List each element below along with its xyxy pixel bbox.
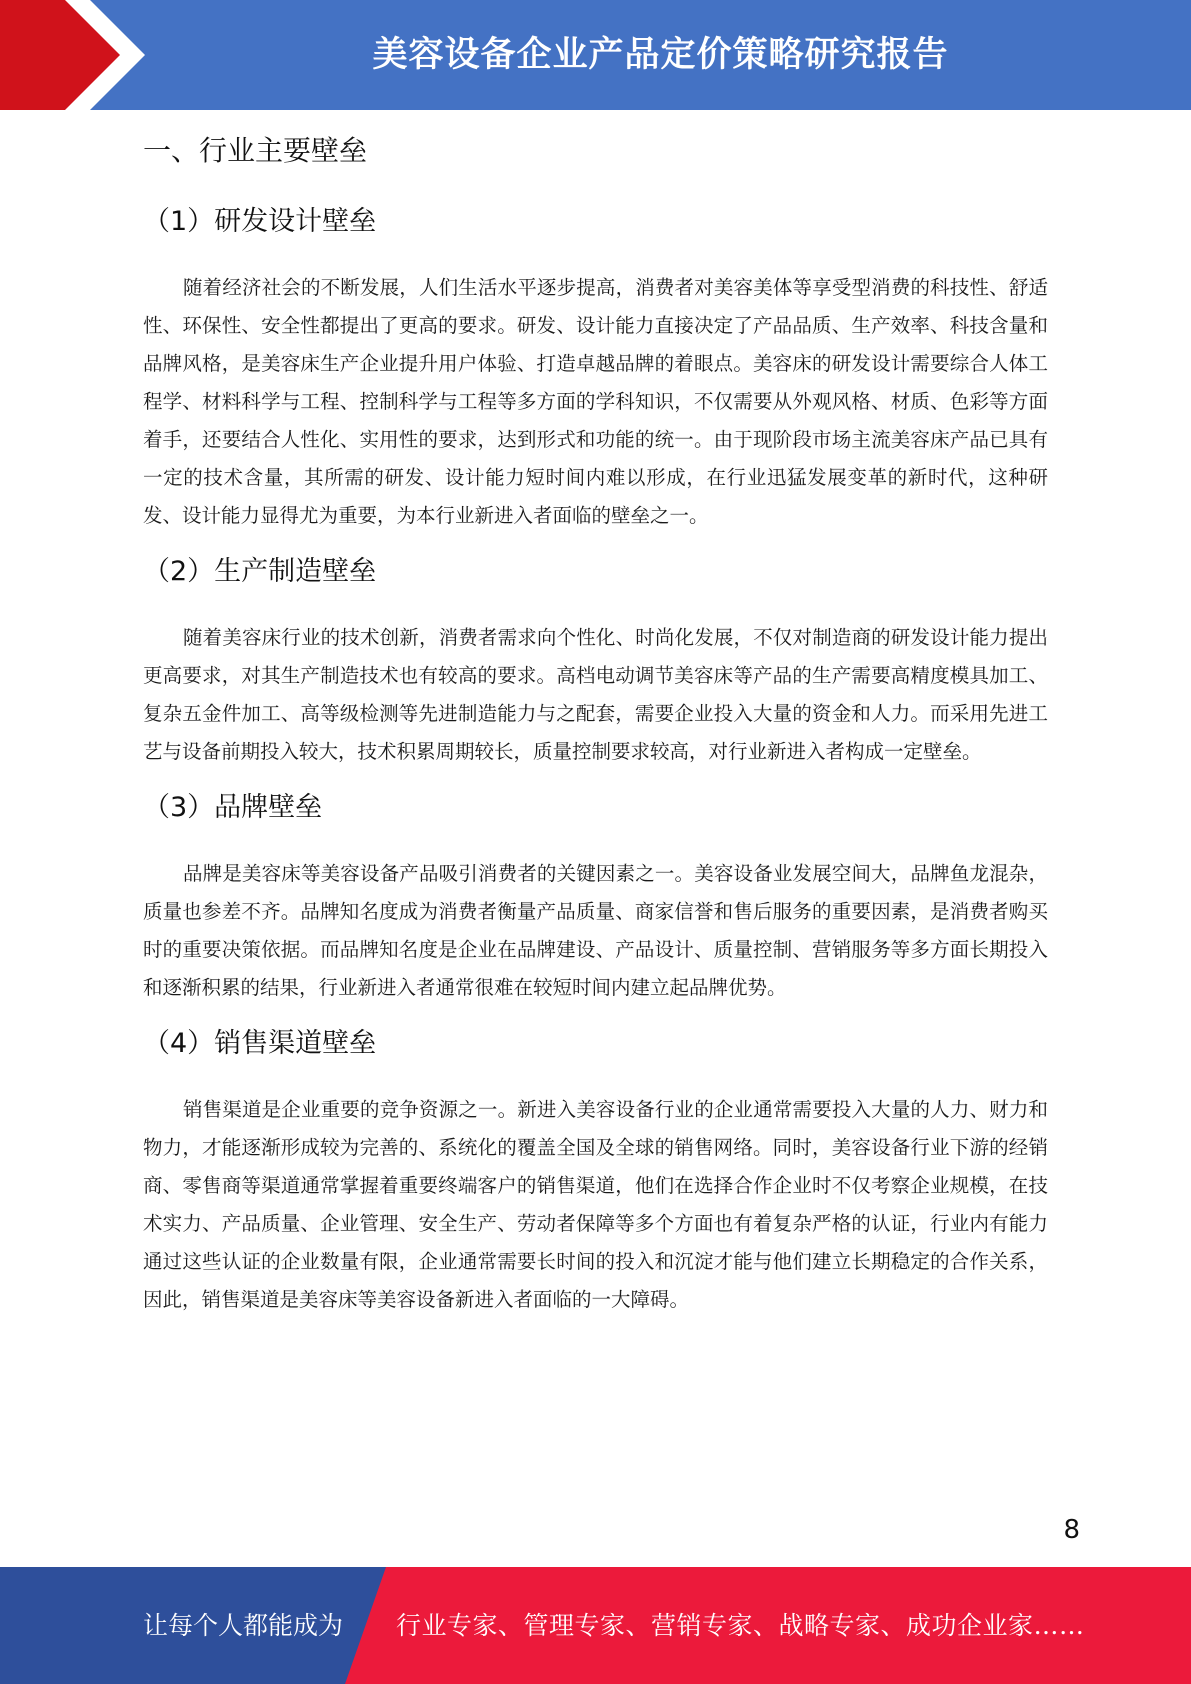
document-body xyxy=(143,125,1048,1319)
subsection-heading-rd: （1）研发设计壁垒 xyxy=(143,206,377,237)
paragraph-sales-channel: 销售渠道是企业重要的竞争资源之一。新进入美容设备行业的企业通常需要投入大量的人力、财力和物力，才能逐渐形成较为完善的、系统化的覆盖全国及全球的销售网络。同时，美容设备行业下游的经销商、零售商等渠道通常掌握着重要终端客户的销售渠道，他们在选择合作企业时不仅考察企业规模，在技术实力、产品质量、企业管理、安全生产、劳动者保障等多个方面也有着复杂严格的认证，行业内有能力通过这些认证的企业数量有限，企业通常需要长时间的投入和沉淀才能与他们建立长期稳定的合作关系，因此，销售渠道是美容床等美容设备新进入者面临的一大障碍。 xyxy=(143,1098,1048,1311)
footer-slogan-right: 行业专家、管理专家、营销专家、战略专家、成功企业家…… xyxy=(396,1611,1085,1640)
subsection-heading-manufacturing: （2）生产制造壁垒 xyxy=(143,556,377,587)
footer-band xyxy=(0,1567,1191,1684)
paragraph-manufacturing: 随着美容床行业的技术创新，消费者需求向个性化、时尚化发展，不仅对制造商的研发设计能力提出更高要求，对其生产制造技术也有较高的要求。高档电动调节美容床等产品的生产需要高精度模具加工、复杂五金件加工、高等级检测等先进制造能力与之配套，需要企业投入大量的资金和人力。而采用先进工艺与设备前期投入较大，技术积累周期较长，质量控制要求较高，对行业新进入者构成一定壁垒。 xyxy=(143,626,1048,763)
report-title: 美容设备企业产品定价策略研究报告 xyxy=(372,35,949,75)
subsection-heading-brand: （3）品牌壁垒 xyxy=(143,792,323,823)
page-number: 8 xyxy=(1063,1515,1080,1545)
paragraph-rd: 随着经济社会的不断发展，人们生活水平逐步提高，消费者对美容美体等享受型消费的科技性、舒适性、环保性、安全性都提出了更高的要求。研发、设计能力直接决定了产品品质、生产效率、科技含量和品牌风格，是美容床生产企业提升用户体验、打造卓越品牌的着眼点。美容床的研发设计需要综合人体工程学、材料科学与工程、控制科学与工程等多方面的学科知识，不仅需要从外观风格、材质、色彩等方面着手，还要结合人性化、实用性的要求，达到形式和功能的统一。由于现阶段市场主流美容床产品已具有一定的技术含量，其所需的研发、设计能力短时间内难以形成，在行业迅猛发展变革的新时代，这种研发、设计能力显得尤为重要，为本行业新进入者面临的壁垒之一。 xyxy=(143,276,1048,527)
subsection-heading-sales-channel: （4）销售渠道壁垒 xyxy=(143,1028,377,1059)
section-heading: 一、行业主要壁垒 xyxy=(143,134,368,167)
header-band xyxy=(0,0,1191,110)
chevron-arrow-icon xyxy=(0,0,160,110)
footer-slogan-left: 让每个人都能成为 xyxy=(143,1611,344,1640)
paragraph-brand: 品牌是美容床等美容设备产品吸引消费者的关键因素之一。美容设备业发展空间大，品牌鱼龙混杂，质量也参差不齐。品牌知名度成为消费者衡量产品质量、商家信誉和售后服务的重要因素，是消费者购买时的重要决策依据。而品牌知名度是企业在品牌建设、产品设计、质量控制、营销服务等多方面长期投入和逐渐积累的结果，行业新进入者通常很难在较短时间内建立起品牌优势。 xyxy=(143,862,1048,999)
